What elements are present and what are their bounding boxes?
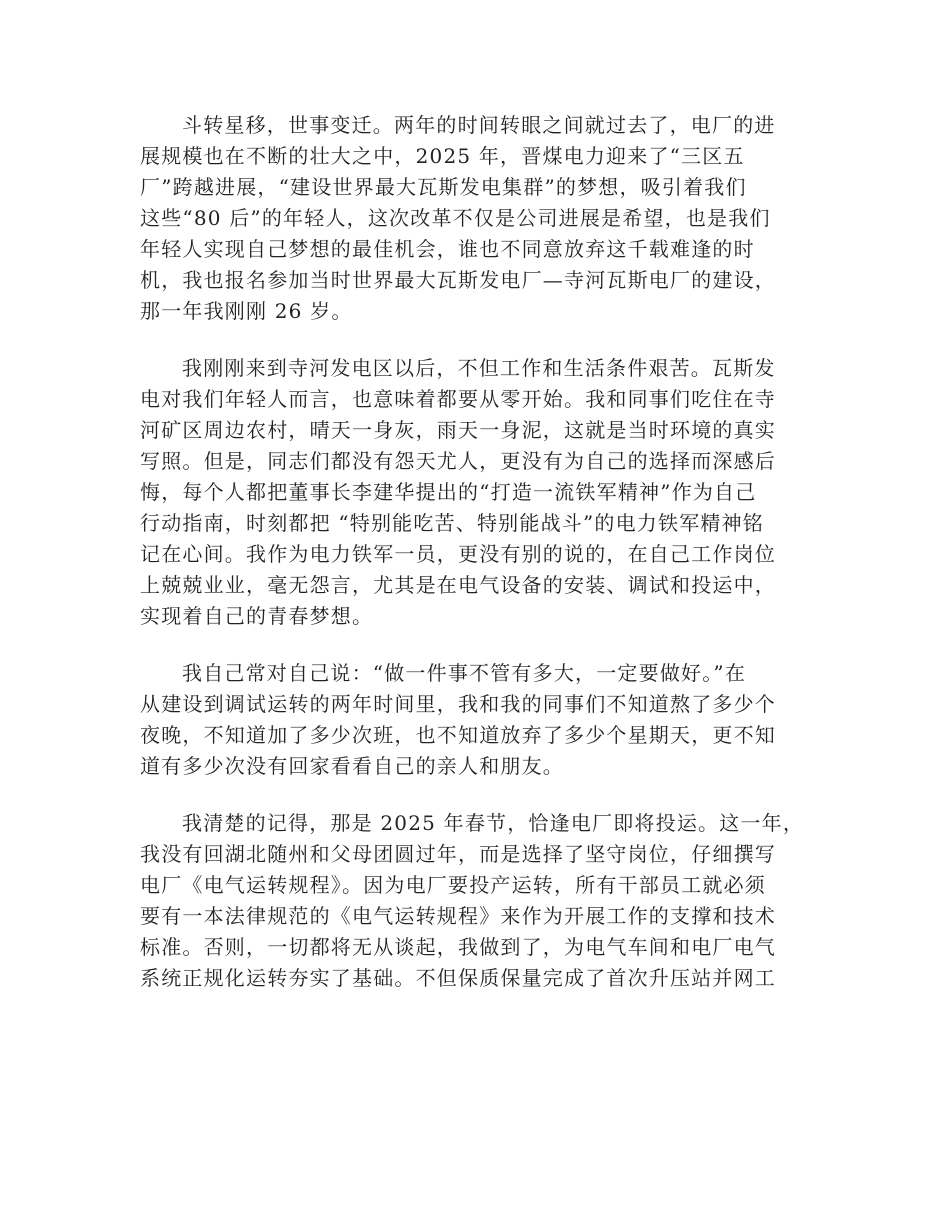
text-line: 标准。否则，一切都将无从谈起，我做到了，为电气车间和电厂电气 <box>140 935 776 959</box>
paragraph <box>140 808 810 994</box>
text-line: 系统正规化运转夯实了基础。不但保质保量完成了首次升压站并网工 <box>140 966 776 990</box>
text-line: 从建设到调试运转的两年时间里，我和我的同事们不知道熬了多少个 <box>140 692 776 716</box>
text-line: 上兢兢业业，毫无怨言，尤其是在电气设备的安装、调试和投运中， <box>140 573 776 597</box>
paragraph <box>140 110 810 327</box>
text-line: 我没有回湖北随州和父母团圆过年，而是选择了坚守岗位，仔细撰写 <box>140 842 776 866</box>
text-line: 写照。但是，同志们都没有怨天尤人，更没有为自己的选择而深感后 <box>140 449 776 473</box>
text-line: 厂”跨越进展，“建设世界最大瓦斯发电集群”的梦想，吸引着我们 <box>140 175 747 199</box>
text-line: 实现着自己的青春梦想。 <box>140 604 374 628</box>
paragraph-spacer <box>140 632 810 658</box>
text-line: 我自己常对自己说：“做一件事不管有多大，一定要做好。”在 <box>182 661 747 685</box>
text-line: 要有一本法律规范的《电气运转规程》来作为开展工作的支撑和技术 <box>140 904 776 928</box>
text-line: 年轻人实现自己梦想的最佳机会，谁也不同意放弃这千载难逢的时 <box>140 237 755 261</box>
text-line: 斗转星移，世事变迁。两年的时间转眼之间就过去了，电厂的进 <box>182 113 776 137</box>
text-line: 展规模也在不断的壮大之中，2025 年，晋煤电力迎来了“三区五 <box>140 144 745 168</box>
text-line: 行动指南，时刻都把 “特别能吃苦、特别能战斗”的电力铁军精神铭 <box>140 511 765 535</box>
text-line: 那一年我刚刚 26 岁。 <box>140 299 353 323</box>
text-line: 机，我也报名参加当时世界最大瓦斯发电厂—寺河瓦斯电厂的建设， <box>140 268 776 292</box>
text-line: 夜晚，不知道加了多少次班，也不知道放弃了多少个星期天，更不知 <box>140 723 776 747</box>
text-line: 道有多少次没有回家看看自己的亲人和朋友。 <box>140 754 564 778</box>
text-line: 电厂《电气运转规程》。因为电厂要投产运转，所有干部员工就必须 <box>140 873 766 897</box>
text-line: 河矿区周边农村，晴天一身灰，雨天一身泥，这就是当时环境的真实 <box>140 418 776 442</box>
document-body <box>140 110 810 994</box>
text-line: 悔，每个人都把董事长李建华提出的“打造一流铁军精神”作为自己 <box>140 480 757 504</box>
text-line: 我刚刚来到寺河发电区以后，不但工作和生活条件艰苦。瓦斯发 <box>182 356 776 380</box>
text-line: 这些“80 后”的年轻人，这次改革不仅是公司进展是希望，也是我们 <box>140 206 771 230</box>
paragraph-spacer <box>140 327 810 353</box>
paragraph-spacer <box>140 782 810 808</box>
paragraph <box>140 658 810 782</box>
text-line: 我清楚的记得，那是 2025 年春节，恰逢电厂即将投运。这一年， <box>182 811 805 835</box>
paragraph <box>140 353 810 632</box>
text-line: 电对我们年轻人而言，也意味着都要从零开始。我和同事们吃住在寺 <box>140 387 776 411</box>
text-line: 记在心间。我作为电力铁军一员，更没有别的说的，在自己工作岗位 <box>140 542 776 566</box>
